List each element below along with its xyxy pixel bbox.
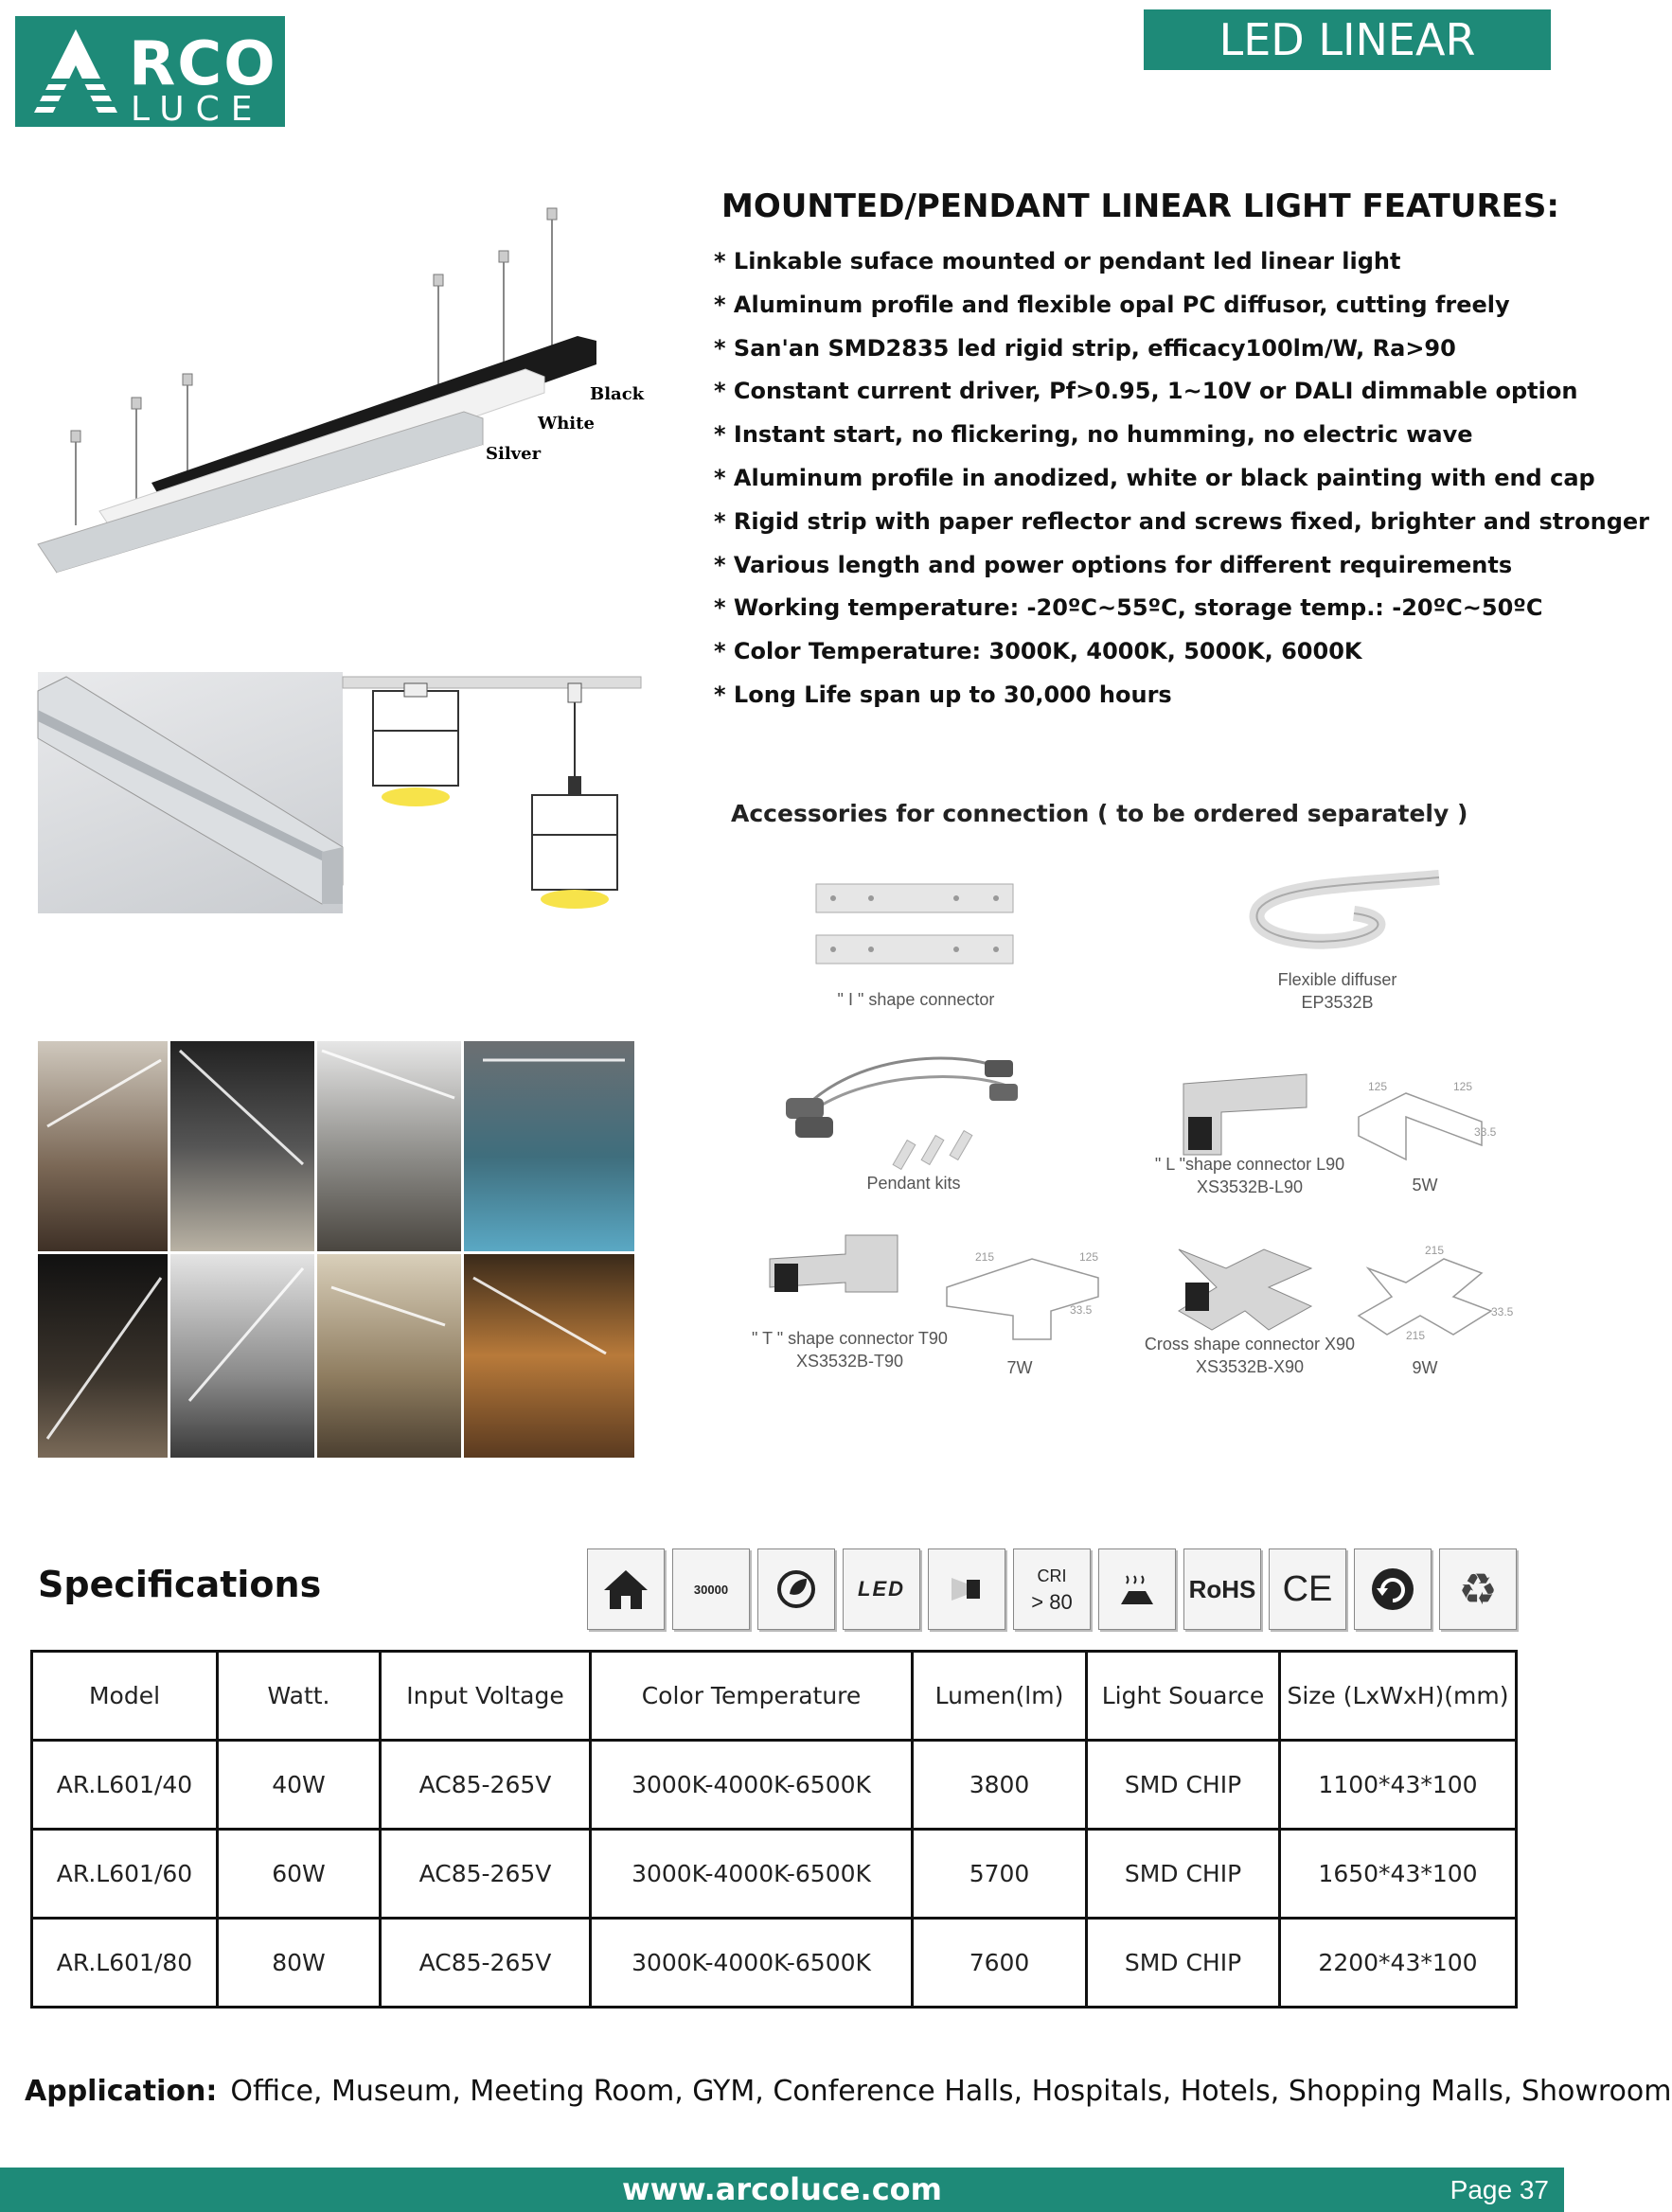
cross-connector-power: 9W bbox=[1412, 1358, 1438, 1377]
t-connector-code: XS3532B-T90 bbox=[795, 1352, 904, 1371]
i-connector-caption: " I " shape connector bbox=[837, 990, 995, 1009]
feature-item: * Long Life span up to 30,000 hours bbox=[714, 681, 1172, 708]
dim-l-c: 33.5 bbox=[1474, 1125, 1497, 1139]
dim-t-b: 125 bbox=[1079, 1250, 1099, 1264]
l-connector-name: " L "shape connector L90 bbox=[1154, 1155, 1345, 1174]
heat-icon bbox=[1098, 1548, 1176, 1630]
refresh-icon bbox=[1354, 1548, 1432, 1630]
label-black: Black bbox=[590, 384, 645, 404]
pendant-kits-caption: Pendant kits bbox=[866, 1174, 961, 1193]
label-silver: Silver bbox=[486, 444, 542, 464]
table-header-row bbox=[32, 1652, 1517, 1741]
table-cell: 2200*43*100 bbox=[1280, 1919, 1517, 2008]
table-cell: AR.L601/40 bbox=[32, 1741, 218, 1830]
dim-l-b: 125 bbox=[1453, 1080, 1473, 1093]
feature-item: * Aluminum profile in anodized, white or black painting with end cap bbox=[714, 464, 1595, 491]
website-link[interactable]: www.arcoluce.com bbox=[622, 2171, 942, 2207]
column-header: Model bbox=[32, 1652, 218, 1741]
t-connector-power: 7W bbox=[1006, 1358, 1033, 1377]
feature-item: * Instant start, no flickering, no humming, no electric wave bbox=[714, 421, 1473, 449]
feature-item: * Aluminum profile and flexible opal PC diffusor, cutting freely bbox=[714, 291, 1510, 318]
column-header: Color Temperature bbox=[591, 1652, 913, 1741]
feature-item: * Color Temperature: 3000K, 4000K, 5000K, 6000K bbox=[714, 638, 1362, 665]
l-connector-power: 5W bbox=[1412, 1176, 1438, 1194]
table-cell: SMD CHIP bbox=[1087, 1830, 1280, 1919]
brand-logo bbox=[15, 16, 285, 127]
recycle-icon: ♻ bbox=[1439, 1548, 1517, 1630]
rohs-icon: RoHS bbox=[1183, 1548, 1261, 1630]
product-image bbox=[28, 199, 653, 577]
table-cell: 5700 bbox=[913, 1830, 1087, 1919]
table-cell: SMD CHIP bbox=[1087, 1919, 1280, 2008]
l-connector-image bbox=[1174, 1065, 1316, 1159]
feature-item: * Rigid strip with paper reflector and screws fixed, brighter and stronger bbox=[714, 507, 1649, 535]
diffuser-name: Flexible diffuser bbox=[1277, 970, 1397, 989]
cross-connector-caption bbox=[1117, 1333, 1382, 1378]
feature-item: * Linkable suface mounted or pendant led linear light bbox=[714, 248, 1401, 274]
cross-connector-code: XS3532B-X90 bbox=[1195, 1357, 1305, 1376]
application-text: Office, Museum, Meeting Room, GYM, Conference Halls, Hospitals, Hotels, Shopping Malls, Showroom bbox=[230, 2075, 1672, 2108]
l-connector-dimension-drawing bbox=[1349, 1079, 1497, 1169]
application-photo-grid bbox=[38, 1041, 634, 1458]
table-cell: 60W bbox=[218, 1830, 381, 1919]
table-cell: 1100*43*100 bbox=[1280, 1741, 1517, 1830]
t-connector-image bbox=[765, 1235, 907, 1330]
cri-value: > 80 bbox=[1031, 1590, 1073, 1614]
features-list bbox=[714, 244, 1649, 721]
feature-item: * Working temperature: -20ºC~55ºC, storage temp.: -20ºC~50ºC bbox=[714, 594, 1543, 622]
table-row bbox=[32, 1830, 1517, 1919]
column-header: Size (LxWxH)(mm) bbox=[1280, 1652, 1517, 1741]
footer-bar bbox=[0, 2168, 1564, 2212]
t-connector-dimension-drawing bbox=[937, 1249, 1108, 1344]
table-cell: 80W bbox=[218, 1919, 381, 2008]
table-row bbox=[32, 1741, 1517, 1830]
table-cell: 1650*43*100 bbox=[1280, 1830, 1517, 1919]
feature-item: * San'an SMD2835 led rigid strip, efficacy100lm/W, Ra>90 bbox=[714, 334, 1456, 362]
led-icon: LED bbox=[843, 1548, 920, 1630]
cri-icon bbox=[1013, 1548, 1091, 1630]
page-number: Page 37 bbox=[1450, 2175, 1549, 2204]
home-icon bbox=[587, 1548, 665, 1630]
logo-text-bottom: LUCE bbox=[131, 90, 264, 129]
cross-connector-dimension-drawing bbox=[1349, 1245, 1520, 1349]
dim-x-c: 33.5 bbox=[1491, 1305, 1514, 1318]
application-label: Application: bbox=[25, 2075, 218, 2108]
dim-t-a: 215 bbox=[975, 1250, 995, 1264]
specifications-table bbox=[30, 1650, 1518, 2008]
label-white: White bbox=[538, 414, 595, 434]
column-header: Light Souarce bbox=[1087, 1652, 1280, 1741]
t-connector-caption bbox=[729, 1327, 970, 1372]
l-connector-caption bbox=[1122, 1153, 1378, 1198]
cross-connector-name: Cross shape connector X90 bbox=[1144, 1335, 1356, 1354]
table-cell: AC85-265V bbox=[381, 1741, 591, 1830]
diffuser-code: EP3532B bbox=[1301, 993, 1374, 1012]
table-cell: 3000K-4000K-6500K bbox=[591, 1830, 913, 1919]
dim-x-a: 215 bbox=[1425, 1244, 1445, 1257]
column-header: Lumen(lm) bbox=[913, 1652, 1087, 1741]
dimmable-icon bbox=[928, 1548, 1005, 1630]
application-line bbox=[25, 2075, 1672, 2108]
t-connector-name: " T " shape connector T90 bbox=[752, 1329, 948, 1348]
flexible-diffuser-caption bbox=[1221, 968, 1453, 1014]
table-cell: AC85-265V bbox=[381, 1919, 591, 2008]
pendant-kits-image bbox=[776, 1041, 1023, 1174]
dim-l-a: 125 bbox=[1368, 1080, 1388, 1093]
table-cell: AC85-265V bbox=[381, 1830, 591, 1919]
table-cell: 7600 bbox=[913, 1919, 1087, 2008]
table-cell: AR.L601/80 bbox=[32, 1919, 218, 2008]
accessories-title: Accessories for connection ( to be ordered separately ) bbox=[731, 800, 1468, 827]
i-connector-image bbox=[814, 880, 1018, 970]
dim-t-c: 33.5 bbox=[1070, 1303, 1093, 1317]
l-connector-code: XS3532B-L90 bbox=[1196, 1177, 1304, 1196]
logo-a-icon bbox=[28, 24, 123, 118]
life-span-icon: 30000 bbox=[672, 1548, 750, 1630]
table-cell: 3000K-4000K-6500K bbox=[591, 1741, 913, 1830]
profile-closeup-image bbox=[38, 672, 343, 913]
feature-item: * Various length and power options for different requirements bbox=[714, 551, 1513, 578]
eco-plug-icon bbox=[757, 1548, 835, 1630]
column-header: Input Voltage bbox=[381, 1652, 591, 1741]
cross-section-diagram bbox=[343, 672, 641, 913]
table-cell: SMD CHIP bbox=[1087, 1741, 1280, 1830]
flexible-diffuser-image bbox=[1240, 866, 1444, 961]
logo-text-top: RCO bbox=[129, 29, 277, 99]
feature-item: * Constant current driver, Pf>0.95, 1~10V or DALI dimmable option bbox=[714, 378, 1578, 405]
table-cell: 40W bbox=[218, 1741, 381, 1830]
features-title: MOUNTED/PENDANT LINEAR LIGHT FEATURES: bbox=[721, 187, 1559, 225]
table-cell: 3800 bbox=[913, 1741, 1087, 1830]
ce-icon: CE bbox=[1269, 1548, 1346, 1630]
specifications-title: Specifications bbox=[38, 1564, 322, 1605]
dim-x-b: 215 bbox=[1406, 1329, 1426, 1342]
cross-connector-image bbox=[1174, 1240, 1316, 1335]
table-cell: AR.L601/60 bbox=[32, 1830, 218, 1919]
column-header: Watt. bbox=[218, 1652, 381, 1741]
cri-label: CRI bbox=[1037, 1566, 1067, 1585]
table-cell: 3000K-4000K-6500K bbox=[591, 1919, 913, 2008]
table-row bbox=[32, 1919, 1517, 2008]
page-title: LED LINEAR LIGHTS bbox=[1144, 9, 1551, 70]
